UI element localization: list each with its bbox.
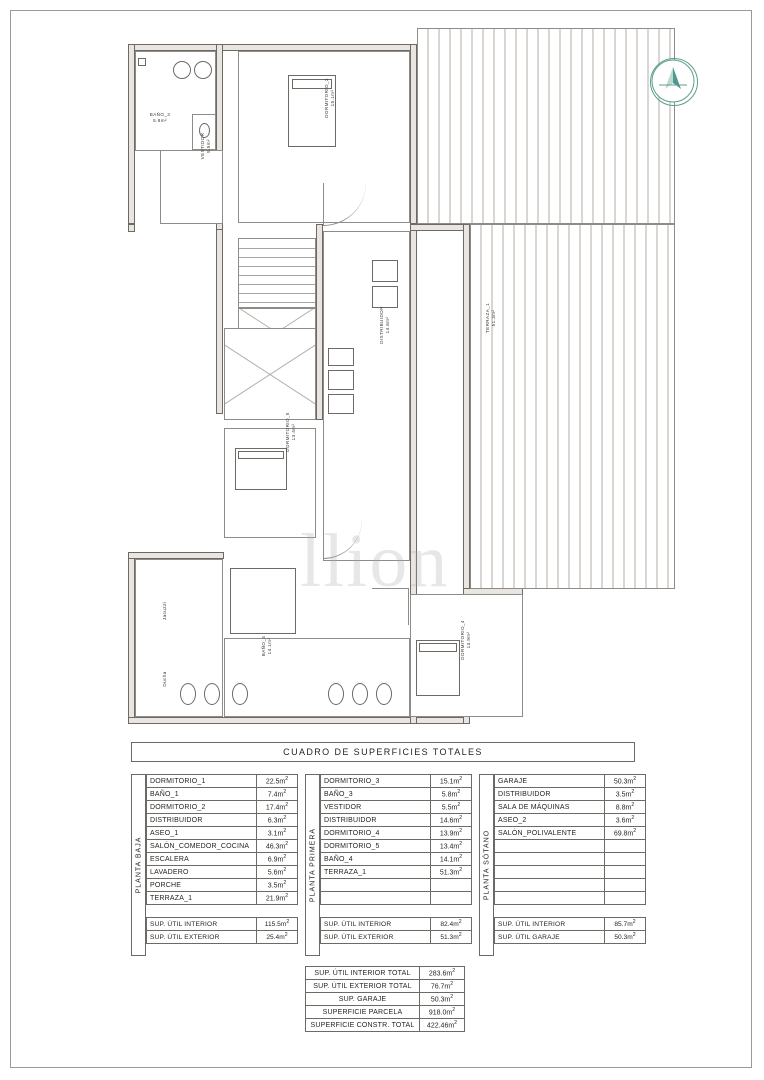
summary-name: SUP. ÚTIL INTERIOR <box>495 918 605 931</box>
table-summary-row <box>147 918 298 931</box>
interior-patio-void <box>224 328 316 420</box>
summary-name: SUP. ÚTIL GARAJE <box>495 931 605 944</box>
area-row-name: DORMITORIO_4 <box>321 827 431 840</box>
tables-title: CUADRO DE SUPERFICIES TOTALES <box>131 742 635 762</box>
totals-value: $76.7m^2$ <box>420 980 465 993</box>
sink-icon-5 <box>232 683 248 705</box>
table-tab-planta-sotano: PLANTA SÓTANO <box>479 774 494 956</box>
table-row <box>495 879 646 892</box>
table-row <box>495 788 646 801</box>
table-tab-planta-primera: PLANTA PRIMERA <box>305 774 320 956</box>
area-row-name: DORMITORIO_3 <box>321 775 431 788</box>
summary-value: $85.7m^2$ <box>605 918 646 931</box>
room-vestidor <box>160 150 223 224</box>
area-row-name: DORMITORIO_5 <box>321 840 431 853</box>
table-spacer <box>495 905 646 918</box>
area-row-name: LAVADERO <box>147 866 257 879</box>
area-row-value: $22.5m^2$ <box>257 775 298 788</box>
staircase <box>238 238 316 308</box>
area-row-name: ASEO_2 <box>495 814 605 827</box>
table-row <box>321 840 472 853</box>
room-label-distribuidor: DISTRIBUIDOR 14.6m² <box>379 306 390 344</box>
label-jacuzzi: Jacuzzi <box>162 601 167 621</box>
area-row-name <box>495 879 605 892</box>
pillow-dormitorio-5 <box>238 451 284 459</box>
terrace-decking-upper <box>417 28 675 224</box>
toilet-icon-3 <box>376 683 392 705</box>
table-row <box>147 892 298 905</box>
table-row <box>495 814 646 827</box>
toilet-icon-2 <box>328 683 344 705</box>
interior-wall-left-mid <box>216 224 223 414</box>
area-row-name: TERRAZA_1 <box>147 892 257 905</box>
area-row-value: $13.4m^2$ <box>431 840 472 853</box>
exterior-wall-right-main <box>410 44 417 224</box>
area-row-name: DISTRIBUIDOR <box>147 814 257 827</box>
table-row <box>147 840 298 853</box>
area-row-name: BAÑO_4 <box>321 853 431 866</box>
room-bano-4 <box>224 638 410 717</box>
area-row-name <box>495 840 605 853</box>
table-row <box>321 814 472 827</box>
sink-icon-2 <box>194 61 212 79</box>
area-row-name <box>321 879 431 892</box>
furniture-seat-1 <box>328 348 354 366</box>
area-row-value: $7.4m^2$ <box>257 788 298 801</box>
room-label-vestidor: VESTIDOR 5.5m² <box>200 132 211 160</box>
table-row <box>321 788 472 801</box>
summary-value: $50.3m^2$ <box>605 931 646 944</box>
area-row-value: $50.3m^2$ <box>605 775 646 788</box>
exterior-wall-top-mid <box>410 224 470 231</box>
summary-name: SUP. ÚTIL INTERIOR <box>321 918 431 931</box>
pillow-dormitorio-4 <box>419 643 457 652</box>
table-summary-row <box>321 931 472 944</box>
watermark-text: llion <box>300 519 450 603</box>
area-row-name <box>495 892 605 905</box>
area-row-value <box>605 840 646 853</box>
area-row-name: DORMITORIO_1 <box>147 775 257 788</box>
area-row-value: $3.6m^2$ <box>605 814 646 827</box>
area-row-value: $6.9m^2$ <box>257 853 298 866</box>
table-row <box>321 866 472 879</box>
area-row-name: BAÑO_3 <box>321 788 431 801</box>
room-label-dormitorio-5: DORMITORIO_5 13.4m² <box>285 412 296 452</box>
floor-plan-drawing <box>120 28 720 728</box>
totals-value: $50.3m^2$ <box>420 993 465 1006</box>
totals-name: SUPERFICIE PARCELA <box>306 1006 420 1019</box>
table-row <box>321 853 472 866</box>
totals-row <box>306 967 465 980</box>
area-row-value <box>605 892 646 905</box>
room-label-dormitorio-4: DORMITORIO_4 13.9m² <box>460 620 471 660</box>
table-row <box>495 827 646 840</box>
terrace-decking-lower <box>470 224 675 589</box>
table-spacer <box>321 905 472 918</box>
table-row <box>495 801 646 814</box>
table-row <box>495 853 646 866</box>
table-row <box>147 827 298 840</box>
table-spacer <box>147 905 298 918</box>
table-row <box>495 866 646 879</box>
area-row-name: SALÓN_POLIVALENTE <box>495 827 605 840</box>
table-row <box>321 775 472 788</box>
sink-icon-1 <box>173 61 191 79</box>
table-row <box>147 879 298 892</box>
room-label-terraza-1: TERRAZA_1 51.3m² <box>485 302 496 334</box>
area-row-value: $15.1m^2$ <box>431 775 472 788</box>
area-row-name: BAÑO_1 <box>147 788 257 801</box>
exterior-wall-left-bottom <box>128 558 135 724</box>
summary-value: $51.3m^2$ <box>431 931 472 944</box>
interior-wall-vert-b <box>316 224 323 420</box>
area-row-name: PORCHE <box>147 879 257 892</box>
area-row-value: $3.1m^2$ <box>257 827 298 840</box>
totals-name: SUP. ÚTIL INTERIOR TOTAL <box>306 967 420 980</box>
totals-row <box>306 1006 465 1019</box>
area-row-value: $13.9m^2$ <box>431 827 472 840</box>
totals-name: SUPERFICIE CONSTR. TOTAL <box>306 1019 420 1032</box>
area-row-name: GARAJE <box>495 775 605 788</box>
area-row-value: $6.3m^2$ <box>257 814 298 827</box>
table-row <box>147 801 298 814</box>
room-label-bano-3: BAÑO_3 5.8m² <box>149 112 171 123</box>
area-row-value: $3.5m^2$ <box>605 788 646 801</box>
summary-name: SUP. ÚTIL EXTERIOR <box>321 931 431 944</box>
area-row-value: $69.8m^2$ <box>605 827 646 840</box>
label-ducha: Ducha <box>162 671 167 687</box>
table-summary-row <box>147 931 298 944</box>
totals-row <box>306 1019 465 1032</box>
table-summary-row <box>495 918 646 931</box>
area-row-value: $8.8m^2$ <box>605 801 646 814</box>
bidet-icon <box>352 683 368 705</box>
furniture-seat-3 <box>328 394 354 414</box>
exterior-wall-left-lower <box>128 224 135 232</box>
table-row <box>495 892 646 905</box>
area-row-value: $5.6m^2$ <box>257 866 298 879</box>
furniture-seat-2 <box>328 370 354 390</box>
area-row-name: DISTRIBUIDOR <box>321 814 431 827</box>
area-row-name: TERRAZA_1 <box>321 866 431 879</box>
table-summary-row <box>495 931 646 944</box>
table-row <box>321 827 472 840</box>
area-row-value <box>605 879 646 892</box>
table-summary-row <box>321 918 472 931</box>
totals-row <box>306 980 465 993</box>
north-compass-icon <box>650 58 698 106</box>
room-label-bano-4: BAÑO_4 14.1m² <box>261 635 272 657</box>
totals-name: SUP. ÚTIL EXTERIOR TOTAL <box>306 980 420 993</box>
exterior-wall-left <box>128 44 135 224</box>
summary-value: $25.4m^2$ <box>257 931 298 944</box>
area-row-name <box>495 853 605 866</box>
area-row-value <box>605 866 646 879</box>
table-row <box>495 840 646 853</box>
area-row-name: DORMITORIO_2 <box>147 801 257 814</box>
area-row-value: $17.4m^2$ <box>257 801 298 814</box>
area-row-name: ASEO_1 <box>147 827 257 840</box>
area-row-name: SALA DE MÁQUINAS <box>495 801 605 814</box>
shower-tray-icon <box>138 58 146 66</box>
furniture-cabinet-1 <box>372 260 398 282</box>
area-row-value <box>431 892 472 905</box>
area-row-name <box>321 892 431 905</box>
totals-value: $422.46m^2$ <box>420 1019 465 1032</box>
exterior-wall-top-left <box>128 44 440 51</box>
area-row-name: DISTRIBUIDOR <box>495 788 605 801</box>
summary-name: SUP. ÚTIL INTERIOR <box>147 918 257 931</box>
exterior-wall-left-mid <box>128 552 224 559</box>
table-row <box>495 775 646 788</box>
area-row-value: $5.8m^2$ <box>431 788 472 801</box>
summary-value: $115.5m^2$ <box>257 918 298 931</box>
area-row-name: ESCALERA <box>147 853 257 866</box>
table-row <box>147 853 298 866</box>
totals-table <box>305 966 465 1032</box>
area-row-value: $5.5m^2$ <box>431 801 472 814</box>
table-row <box>147 866 298 879</box>
totals-name: SUP. GARAJE <box>306 993 420 1006</box>
table-row <box>147 814 298 827</box>
table-row <box>321 892 472 905</box>
table-row <box>147 788 298 801</box>
totals-value: $283.6m^2$ <box>420 967 465 980</box>
area-row-name: VESTIDOR <box>321 801 431 814</box>
area-row-value: $14.1m^2$ <box>431 853 472 866</box>
area-row-value: $14.6m^2$ <box>431 814 472 827</box>
area-row-value: $3.5m^2$ <box>257 879 298 892</box>
summary-value: $82.4m^2$ <box>431 918 472 931</box>
exterior-wall-bottom <box>128 717 468 724</box>
totals-value: $918.0m^2$ <box>420 1006 465 1019</box>
area-row-value <box>605 853 646 866</box>
summary-name: SUP. ÚTIL EXTERIOR <box>147 931 257 944</box>
table-tab-planta-baja: PLANTA BAJA <box>131 774 146 956</box>
area-row-name <box>495 866 605 879</box>
table-row <box>321 801 472 814</box>
area-row-value <box>431 879 472 892</box>
table-row <box>147 775 298 788</box>
area-row-value: $51.3m^2$ <box>431 866 472 879</box>
room-label-dormitorio-3: DORMITORIO_3 15.1m² <box>324 78 335 118</box>
area-row-value: $21.9m^2$ <box>257 892 298 905</box>
area-row-value: $46.3m^2$ <box>257 840 298 853</box>
table-row <box>321 879 472 892</box>
area-row-name: SALÓN_COMEDOR_COCINA <box>147 840 257 853</box>
totals-row <box>306 993 465 1006</box>
sink-icon-4 <box>204 683 220 705</box>
sink-icon-3 <box>180 683 196 705</box>
